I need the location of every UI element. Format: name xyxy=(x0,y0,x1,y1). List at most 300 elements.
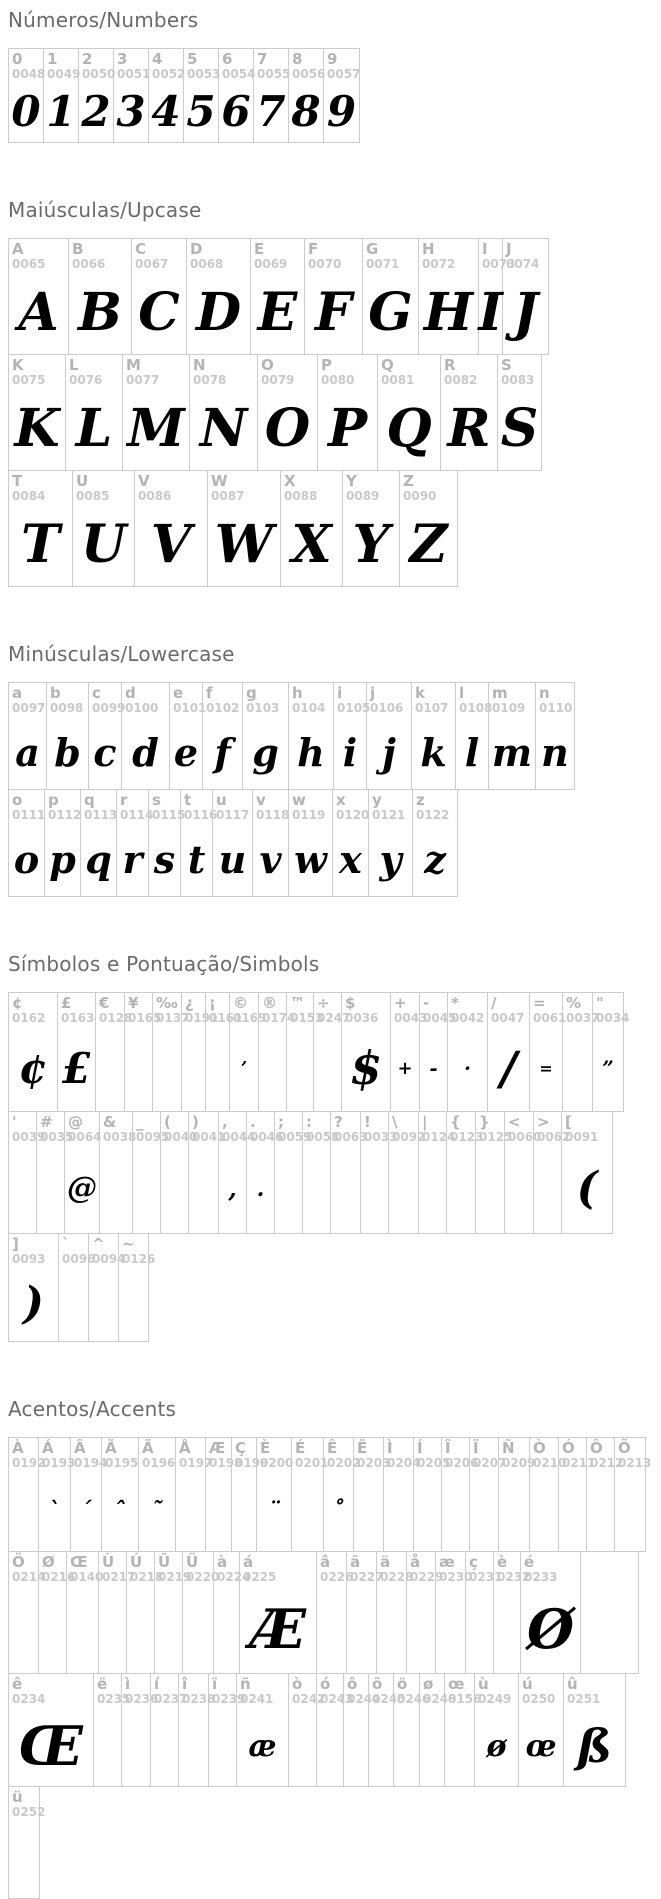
cell-char: ú xyxy=(522,1675,533,1693)
cell-code: 0079 xyxy=(261,373,295,388)
cell-glyph: a xyxy=(15,729,40,775)
cell-char: ä xyxy=(380,1553,391,1571)
cell-glyph: l xyxy=(464,729,480,775)
cell-char: œ xyxy=(448,1675,465,1693)
char-cell-0060 xyxy=(505,1112,542,1233)
cell-code: 0059 xyxy=(278,1130,312,1145)
cell-code: 0247 xyxy=(317,1011,351,1026)
char-row xyxy=(8,1233,156,1342)
char-cell-0192 xyxy=(9,1438,46,1551)
cell-glyph: R xyxy=(447,398,491,459)
cell-char: m xyxy=(492,684,508,702)
cell-label xyxy=(416,792,449,823)
cell-glyph xyxy=(61,1590,104,1667)
cell-code: 0069 xyxy=(254,257,288,272)
char-cell-0201 xyxy=(292,1438,329,1551)
cell-glyph: g xyxy=(252,729,279,775)
cell-glyph xyxy=(575,1590,644,1667)
cell-glyph: O xyxy=(264,398,311,459)
cell-label xyxy=(566,995,599,1026)
cell-code: 0082 xyxy=(444,373,478,388)
cell-label xyxy=(76,473,109,504)
cell-code: 0046 xyxy=(250,1130,284,1145)
cell-code: 0203 xyxy=(357,1456,391,1471)
cell-label xyxy=(502,1440,535,1471)
cell-glyph xyxy=(3,1590,44,1667)
cell-label xyxy=(12,473,45,504)
cell-char: 8 xyxy=(292,50,303,68)
char-cell-0053 xyxy=(184,49,219,142)
cell-code: 0231 xyxy=(469,1570,503,1585)
section-title-lowercase: Minúsculas/Lowercase xyxy=(8,642,235,666)
cell-code: 0199 xyxy=(235,1456,269,1471)
cell-label xyxy=(321,357,354,388)
cell-code: 0218 xyxy=(130,1570,164,1585)
cell-char: ) xyxy=(192,1113,199,1131)
section-title-accents: Acentos/Accents xyxy=(8,1397,177,1421)
cell-glyph xyxy=(147,1031,187,1105)
cell-code: 0087 xyxy=(211,489,245,504)
cell-glyph: V xyxy=(150,514,192,575)
cell-label xyxy=(61,995,94,1026)
cell-label xyxy=(142,1440,175,1471)
cell-char: a xyxy=(12,684,23,702)
cell-glyph: e xyxy=(173,729,199,775)
cell-code: 0074 xyxy=(506,257,540,272)
char-cell-0050 xyxy=(79,49,114,142)
char-cell-0104 xyxy=(289,683,334,789)
cell-code: 0192 xyxy=(12,1456,46,1471)
cell-code: 0236 xyxy=(125,1692,159,1707)
char-cell-0207 xyxy=(470,1438,507,1551)
char-table-symbols xyxy=(8,992,630,1342)
cell-char: ` xyxy=(62,1235,70,1253)
cell-code: 0112 xyxy=(48,808,82,823)
cell-glyph xyxy=(341,1590,382,1667)
cell-label xyxy=(336,792,369,823)
cell-char: ç xyxy=(469,1553,478,1571)
cell-glyph: x xyxy=(339,836,362,882)
cell-glyph: Y xyxy=(352,514,390,575)
char-cell-0068 xyxy=(187,239,251,354)
cell-glyph: ( xyxy=(576,1163,598,1214)
cell-code: 0226 xyxy=(320,1570,354,1585)
char-cell-0088 xyxy=(281,471,343,586)
cell-char: Q xyxy=(381,356,394,374)
cell-char: u xyxy=(216,791,227,809)
char-cell-0041 xyxy=(189,1112,226,1233)
char-cell-0087 xyxy=(208,471,281,586)
cell-char: { xyxy=(450,1113,461,1131)
cell-label xyxy=(12,792,45,823)
cell-char: } xyxy=(479,1113,490,1131)
cell-label xyxy=(387,1440,420,1471)
cell-char: X xyxy=(284,472,296,490)
cell-label xyxy=(522,1676,555,1707)
section-title-uppercase: Maiúsculas/Upcase xyxy=(8,198,202,222)
char-cell-0205 xyxy=(414,1438,451,1551)
cell-char: Z xyxy=(403,472,414,490)
cell-code: 0109 xyxy=(492,701,526,716)
char-cell-0232 xyxy=(494,1552,531,1673)
cell-glyph xyxy=(173,1712,214,1780)
cell-char: & xyxy=(103,1113,117,1131)
char-cell-0037 xyxy=(563,993,600,1111)
cell-code: 0095 xyxy=(136,1130,170,1145)
cell-code: 0033 xyxy=(364,1130,398,1145)
cell-label xyxy=(439,1554,472,1585)
char-cell-0169 xyxy=(230,993,267,1111)
char-cell-0103 xyxy=(243,683,289,789)
char-cell-0052 xyxy=(149,49,184,142)
cell-code: 0216 xyxy=(42,1570,76,1585)
cell-glyph xyxy=(524,1476,564,1545)
cell-label xyxy=(350,1554,383,1585)
cell-char: | xyxy=(422,1113,428,1131)
char-cell-0236 xyxy=(122,1674,159,1786)
cell-glyph: j xyxy=(382,729,396,775)
char-cell-0161 xyxy=(206,993,243,1111)
cell-glyph: ) xyxy=(23,1278,44,1329)
char-cell-0252 xyxy=(9,1787,46,1898)
cell-char: M xyxy=(126,356,141,374)
cell-glyph: 6 xyxy=(221,87,251,136)
cell-char: 9 xyxy=(327,50,338,68)
cell-code: 0089 xyxy=(346,489,380,504)
cell-char: 4 xyxy=(152,50,163,68)
cell-code: 0197 xyxy=(179,1456,213,1471)
cell-glyph xyxy=(430,1590,471,1667)
cell-code: 0060 xyxy=(508,1130,542,1145)
cell-label xyxy=(48,792,81,823)
cell-code: 0101 xyxy=(173,701,207,716)
cell-char: ' xyxy=(12,1113,17,1131)
cell-label xyxy=(92,685,125,716)
cell-code: 0201 xyxy=(295,1456,329,1471)
section-lowercase xyxy=(8,642,661,897)
cell-glyph: Z xyxy=(409,514,448,575)
cell-char: € xyxy=(99,994,110,1012)
char-cell-0054 xyxy=(219,49,254,142)
cell-glyph xyxy=(493,1476,535,1545)
cell-char: j xyxy=(370,684,376,702)
cell-glyph: 8 xyxy=(291,87,321,136)
cell-char: h xyxy=(292,684,303,702)
cell-char: 5 xyxy=(187,50,198,68)
cell-char: ! xyxy=(364,1113,371,1131)
cell-code: 0118 xyxy=(256,808,290,823)
cell-code: 0040 xyxy=(164,1130,198,1145)
cell-code: 0128 xyxy=(99,1011,133,1026)
cell-glyph: z xyxy=(424,836,446,882)
cell-glyph: i xyxy=(342,729,358,775)
char-cell-0043 xyxy=(391,993,428,1111)
char-cell-0092 xyxy=(389,1112,426,1233)
char-cell-0098 xyxy=(47,683,89,789)
char-cell-0250 xyxy=(519,1674,564,1786)
cell-char: ¢ xyxy=(12,994,23,1012)
cell-char: â xyxy=(320,1553,331,1571)
cell-glyph: · xyxy=(464,1056,471,1080)
char-cell-0228 xyxy=(377,1552,414,1673)
cell-label xyxy=(370,685,403,716)
char-cell-0220 xyxy=(183,1552,220,1673)
cell-glyph: p xyxy=(49,836,76,882)
char-cell-0231 xyxy=(466,1552,503,1673)
cell-char: Ó xyxy=(562,1439,575,1457)
char-cell-0035 xyxy=(37,1112,74,1233)
cell-char: B xyxy=(72,240,84,258)
char-cell-0120 xyxy=(333,790,369,896)
char-cell-0115 xyxy=(149,790,186,896)
cell-char: 7 xyxy=(257,50,268,68)
cell-glyph xyxy=(371,1590,412,1667)
cell-char: C xyxy=(135,240,147,258)
char-cell-0203 xyxy=(354,1438,391,1551)
cell-char: V xyxy=(138,472,150,490)
cell-code: 0096 xyxy=(62,1252,96,1267)
cell-code: 0219 xyxy=(158,1570,192,1585)
cell-label xyxy=(122,1236,155,1267)
cell-code: 0206 xyxy=(445,1456,479,1471)
char-cell-0126 xyxy=(119,1234,156,1341)
cell-code: 0195 xyxy=(105,1456,139,1471)
char-cell-0238 xyxy=(179,1674,216,1786)
cell-char: - xyxy=(423,994,430,1012)
cell-code: 0093 xyxy=(12,1252,46,1267)
char-cell-0096 xyxy=(59,1234,96,1341)
cell-label xyxy=(444,357,477,388)
cell-label xyxy=(186,1554,219,1585)
cell-glyph: ˆ xyxy=(114,1497,126,1524)
cell-char: © xyxy=(233,994,248,1012)
cell-label xyxy=(254,241,287,272)
cell-char: [ xyxy=(565,1113,572,1131)
cell-code: 0038 xyxy=(103,1130,137,1145)
section-title-symbols: Símbolos e Pontuação/Simbols xyxy=(8,952,320,976)
cell-label xyxy=(381,357,414,388)
cell-char: È xyxy=(260,1439,271,1457)
cell-char: ï xyxy=(212,1675,218,1693)
cell-code: 0230 xyxy=(439,1570,473,1585)
cell-code: 0120 xyxy=(336,808,370,823)
cell-glyph: C xyxy=(138,282,180,343)
cell-label xyxy=(366,241,399,272)
cell-code: 0121 xyxy=(372,808,406,823)
cell-char: N xyxy=(193,356,206,374)
cell-char: i xyxy=(337,684,343,702)
cell-char: p xyxy=(48,791,59,809)
cell-code: 0209 xyxy=(502,1456,536,1471)
cell-glyph xyxy=(499,1150,539,1227)
cell-code: 0080 xyxy=(321,373,355,388)
cell-char: Â xyxy=(74,1439,86,1457)
char-cell-0102 xyxy=(203,683,243,789)
cell-code: 0052 xyxy=(152,67,186,82)
char-cell-0153 xyxy=(287,993,324,1111)
cell-code: 0091 xyxy=(565,1130,599,1145)
char-cell-0067 xyxy=(132,239,187,354)
cell-char: . xyxy=(250,1113,256,1131)
cell-label xyxy=(501,357,534,388)
cell-glyph: ˚ xyxy=(333,1497,344,1524)
char-cell-0243 xyxy=(317,1674,354,1786)
cell-char: ( xyxy=(164,1113,171,1131)
cell-label xyxy=(492,685,525,716)
cell-glyph: I xyxy=(478,282,503,343)
cell-char: É xyxy=(295,1439,306,1457)
char-cell-0213 xyxy=(615,1438,652,1551)
cell-char: Ì xyxy=(387,1439,393,1457)
cell-code: 0235 xyxy=(97,1692,131,1707)
char-cell-0062 xyxy=(534,1112,571,1233)
cell-char: \ xyxy=(392,1113,398,1131)
char-cell-0036 xyxy=(342,993,391,1111)
char-cell-0044 xyxy=(219,1112,256,1233)
cell-code: 0044 xyxy=(222,1130,256,1145)
cell-label xyxy=(346,473,379,504)
cell-code: 0042 xyxy=(451,1011,485,1026)
cell-label xyxy=(12,1554,45,1585)
cell-code: 0081 xyxy=(381,373,415,388)
char-cell-0233 xyxy=(521,1552,581,1673)
cell-code: 0077 xyxy=(126,373,160,388)
cell-code: 0067 xyxy=(135,257,169,272)
cell-label xyxy=(117,51,150,82)
cell-label xyxy=(243,1554,276,1585)
cell-char: Í xyxy=(417,1439,423,1457)
cell-code: 0250 xyxy=(522,1692,556,1707)
char-cell-0033 xyxy=(361,1112,398,1233)
cell-glyph: U xyxy=(80,514,127,575)
char-cell-0059 xyxy=(275,1112,312,1233)
cell-code: 0198 xyxy=(209,1456,243,1471)
cell-char: x xyxy=(336,791,346,809)
cell-glyph: 3 xyxy=(116,87,146,136)
cell-code: 0056 xyxy=(292,67,326,82)
char-cell-0209 xyxy=(499,1438,536,1551)
cell-char: k xyxy=(415,684,425,702)
char-row xyxy=(8,1786,46,1899)
cell-code: 0061 xyxy=(533,1011,567,1026)
cell-char: l xyxy=(459,684,465,702)
cell-label xyxy=(240,1676,273,1707)
char-cell-0070 xyxy=(305,239,363,354)
char-cell-0219 xyxy=(155,1552,192,1673)
cell-char: H xyxy=(422,240,435,258)
char-row xyxy=(8,238,549,355)
cell-code: 0058 xyxy=(306,1130,340,1145)
cell-label xyxy=(357,1440,390,1471)
cell-glyph: 1 xyxy=(46,87,76,136)
cell-label xyxy=(222,51,255,82)
cell-code: 0211 xyxy=(562,1456,596,1471)
cell-glyph: S xyxy=(500,398,539,459)
cell-code: 0119 xyxy=(292,808,326,823)
cell-code: 0161 xyxy=(209,1011,243,1026)
cell-label xyxy=(565,1114,598,1145)
char-cell-0107 xyxy=(412,683,456,789)
char-cell-0095 xyxy=(133,1112,170,1233)
cell-label xyxy=(327,51,360,82)
cell-code: 0163 xyxy=(61,1011,95,1026)
cell-char: P xyxy=(321,356,332,374)
cell-glyph: m xyxy=(491,729,533,775)
cell-char: 2 xyxy=(82,50,93,68)
cell-label xyxy=(261,357,294,388)
cell-label xyxy=(345,995,378,1026)
char-row xyxy=(8,48,360,143)
char-cell-0058 xyxy=(303,1112,340,1233)
char-cell-0227 xyxy=(347,1552,384,1673)
char-cell-0239 xyxy=(209,1674,246,1786)
char-cell-0117 xyxy=(213,790,253,896)
cell-char: / xyxy=(491,994,497,1012)
cell-label xyxy=(12,1440,45,1471)
cell-code: 0233 xyxy=(524,1570,558,1585)
cell-label xyxy=(125,685,158,716)
char-cell-0040 xyxy=(161,1112,198,1233)
cell-code: 0248 xyxy=(423,1692,457,1707)
cell-glyph: ’ xyxy=(240,1057,248,1079)
cell-char: , xyxy=(222,1113,228,1131)
cell-glyph: 7 xyxy=(256,87,286,136)
cell-label xyxy=(74,1440,107,1471)
cell-glyph: ` xyxy=(49,1497,60,1524)
char-cell-0074 xyxy=(503,239,548,354)
cell-label xyxy=(192,1114,225,1145)
cell-label xyxy=(152,792,185,823)
cell-label xyxy=(459,685,492,716)
cell-glyph: M xyxy=(127,398,185,459)
cell-code: 0115 xyxy=(152,808,186,823)
cell-label xyxy=(72,241,105,272)
cell-char: ‰ xyxy=(156,994,178,1012)
cell-code: 0245 xyxy=(372,1692,406,1707)
cell-label xyxy=(422,241,455,272)
cell-label xyxy=(179,1440,212,1471)
char-row xyxy=(8,1437,652,1552)
char-cell-0076 xyxy=(66,355,123,470)
cell-char: b xyxy=(50,684,61,702)
cell-label xyxy=(69,357,102,388)
char-cell-0078 xyxy=(190,355,258,470)
cell-code: 0072 xyxy=(422,257,456,272)
cell-code: 0106 xyxy=(370,701,404,716)
cell-char: ô xyxy=(347,1675,358,1693)
cell-glyph: G xyxy=(368,282,413,343)
cell-glyph xyxy=(439,1712,480,1780)
char-cell-0106 xyxy=(367,683,412,789)
cell-glyph xyxy=(464,1476,504,1545)
cell-glyph xyxy=(557,1031,598,1105)
char-cell-0108 xyxy=(456,683,493,789)
cell-glyph: 5 xyxy=(186,87,216,136)
cell-char: Æ xyxy=(209,1439,226,1457)
cell-char: ; xyxy=(278,1113,284,1131)
cell-code: 0212 xyxy=(590,1456,624,1471)
cell-code: 0213 xyxy=(618,1456,652,1471)
cell-label xyxy=(327,1440,360,1471)
cell-code: 0228 xyxy=(380,1570,414,1585)
char-cell-0204 xyxy=(384,1438,421,1551)
char-cell-0241 xyxy=(237,1674,289,1786)
cell-char: @ xyxy=(68,1113,83,1131)
cell-code: 0229 xyxy=(410,1570,444,1585)
cell-code: 0068 xyxy=(190,257,224,272)
cell-glyph: , xyxy=(228,1174,237,1203)
cell-code: 0204 xyxy=(387,1456,421,1471)
